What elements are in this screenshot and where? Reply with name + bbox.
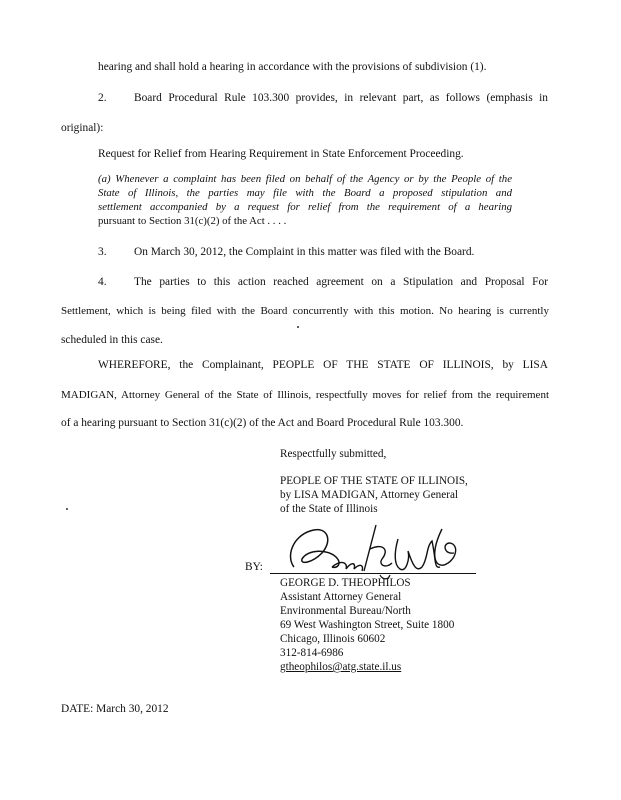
paragraph-4-line-3: scheduled in this case. (61, 334, 163, 346)
quote-line-3: settlement accompanied by a request for relief from the requirement of a hearing (98, 201, 512, 213)
paragraph-4-line-1: The parties to this action reached agreement on a Stipulation and Proposal For (134, 276, 548, 288)
signature-line (270, 573, 476, 574)
signer-phone: 312-814-6986 (280, 647, 344, 659)
paragraph-3-text: On March 30, 2012, the Complaint in this matter was filed with the Board. (134, 246, 475, 258)
quote-line-2: State of Illinois, the parties may file with the Board a proposed stipulation and (98, 187, 512, 199)
by-label: BY: (245, 561, 263, 573)
quote-line-4: pursuant to Section 31(c)(2) of the Act . . . . (98, 215, 287, 227)
scan-speck (297, 326, 299, 328)
date-line: DATE: March 30, 2012 (61, 703, 169, 715)
quote-heading: Request for Relief from Hearing Requirement in State Enforcement Proceeding. (98, 148, 464, 160)
wherefore-line-2: MADIGAN, Attorney General of the State of Illinois, respectfully moves for relief from the requirement (61, 389, 549, 401)
party-line-2: by LISA MADIGAN, Attorney General (280, 489, 459, 501)
paragraph-2-line-1: Board Procedural Rule 103.300 provides, in relevant part, as follows (emphasis in (134, 92, 548, 104)
paragraph-4-line-2: Settlement, which is being filed with the Board concurrently with this motion. No hearing is currently (61, 305, 549, 317)
paragraph-2-line-2: original): (61, 122, 104, 134)
paragraph-2-number: 2. (98, 92, 107, 104)
paragraph-4-number: 4. (98, 276, 107, 288)
continuation-line: hearing and shall hold a hearing in accordance with the provisions of subdivision (1). (98, 61, 487, 73)
party-line-3: of the State of Illinois (280, 503, 378, 515)
scan-speck (66, 508, 68, 510)
party-line-1: PEOPLE OF THE STATE OF ILLINOIS, (280, 475, 468, 487)
paragraph-3-number: 3. (98, 246, 107, 258)
wherefore-line-1: WHEREFORE, the Complainant, PEOPLE OF THE STATE OF ILLINOIS, by LISA (98, 359, 548, 371)
signer-address: 69 West Washington Street, Suite 1800 (280, 619, 455, 631)
signer-email[interactable]: gtheophilos@atg.state.il.us (280, 661, 402, 673)
signer-title: Assistant Attorney General (280, 591, 402, 603)
signer-city: Chicago, Illinois 60602 (280, 633, 386, 645)
signer-name: GEORGE D. THEOPHILOS (280, 577, 411, 589)
quote-line-1: (a) Whenever a complaint has been filed on behalf of the Agency or by the People of the (98, 173, 512, 185)
closing: Respectfully submitted, (280, 448, 387, 460)
signer-bureau: Environmental Bureau/North (280, 605, 411, 617)
wherefore-line-3: of a hearing pursuant to Section 31(c)(2) of the Act and Board Procedural Rule 103.300. (61, 417, 464, 429)
